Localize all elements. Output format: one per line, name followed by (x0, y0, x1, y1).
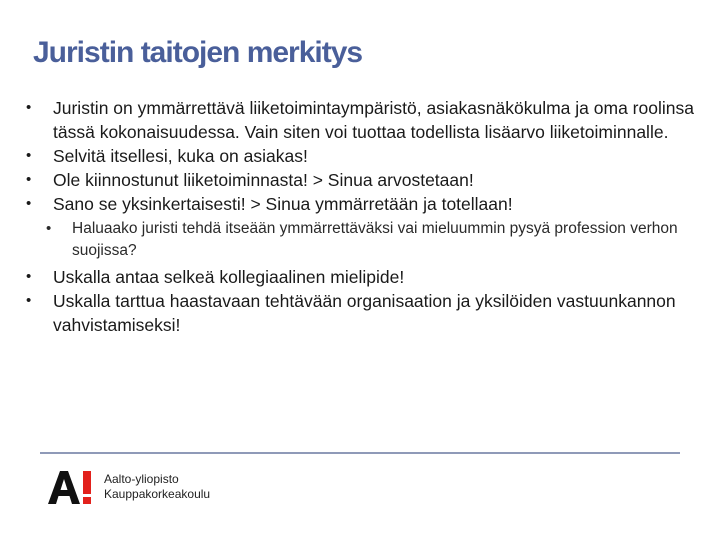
bullet-item (26, 289, 696, 337)
logo-text (104, 472, 210, 502)
bullet-dot-icon: • (26, 147, 32, 164)
bullet-text: Selvitä itsellesi, kuka on asiakas! (53, 146, 308, 166)
bullet-text: Uskalla tarttua haastavaan tehtävään organisaation ja yksilöiden vastuunkannon vahvistamiseksi! (53, 291, 676, 335)
bullet-item (26, 96, 696, 144)
bullet-dot-icon: • (26, 292, 32, 309)
logo-line-2: Kauppakorkeakoulu (104, 487, 211, 501)
bullet-text: Haluaako juristi tehdä itseään ymmärrettäväksi vai mieluummin pysyä profession verhon suojissa? (72, 220, 678, 259)
bullet-dot-icon: • (26, 195, 32, 212)
slide-title: Juristin taitojen merkitys (33, 36, 363, 69)
bullet-text: Ole kiinnostunut liiketoiminnasta! > Sinua arvostetaan! (53, 170, 474, 190)
bullet-text: Uskalla antaa selkeä kollegiaalinen mielipide! (53, 267, 405, 287)
bullet-text: Sano se yksinkertaisesti! > Sinua ymmärretään ja totellaan! (53, 194, 513, 214)
bullet-item (26, 192, 696, 216)
bullet-dot-icon: • (26, 99, 32, 116)
bullet-dot-icon: • (26, 171, 32, 188)
bullet-dot-icon: • (26, 268, 32, 285)
bullet-item (26, 265, 696, 289)
aalto-logo (48, 470, 248, 506)
footer-divider (40, 452, 680, 454)
aalto-a-exclamation-logo-icon (48, 470, 94, 506)
bullet-list (26, 96, 696, 337)
logo-line-1: Aalto-yliopisto (104, 472, 179, 486)
bullet-item (26, 144, 696, 168)
bullet-item (26, 168, 696, 192)
bullet-text: Juristin on ymmärrettävä liiketoimintaympäristö, asiakasnäkökulma ja oma roolinsa tässä kokonaisuudessa. Vain siten voi tuottaa todellista lisäarvo liiketoiminnalle. (53, 98, 694, 142)
sub-bullet-item (46, 218, 696, 262)
bullet-dot-icon: • (46, 220, 52, 237)
